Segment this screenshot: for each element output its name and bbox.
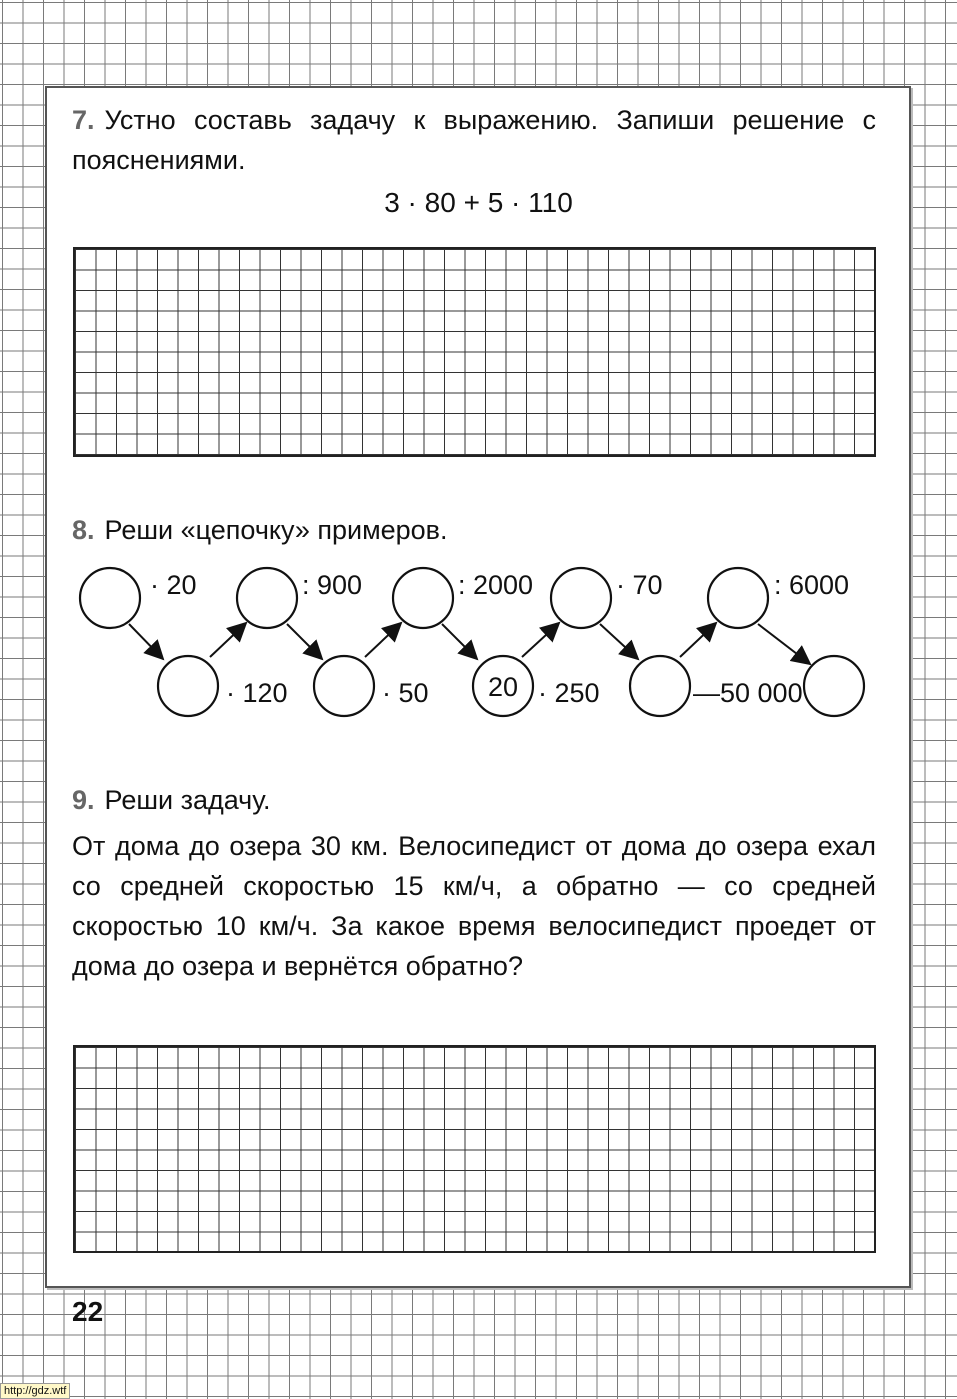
chain-circle-10[interactable]	[804, 656, 864, 716]
chain-arrow	[600, 624, 638, 659]
chain-arrow	[442, 624, 477, 659]
chain-arrow	[129, 624, 163, 659]
task-7-number: 7.	[72, 105, 95, 135]
chain-circle-2[interactable]	[158, 656, 218, 716]
chain-operation: · 120	[226, 678, 288, 708]
task-9-text: От дома до озера 30 км. Велосипедист от дома до озера ехал со средней скоростью 15 км/ч, а обратно — со средней скоростью 10 км/ч. За какое время велосипедист проедет от дома до озера и вернётся обратно?	[72, 831, 876, 981]
chain-arrow	[365, 623, 401, 657]
chain-circle-5[interactable]	[393, 568, 453, 628]
answer-grid-task-7[interactable]	[73, 247, 876, 457]
answer-grid-task-9[interactable]	[73, 1045, 876, 1253]
chain-operation: · 250	[538, 678, 600, 708]
chain-filled-value: 20	[487, 672, 519, 702]
task-8-number: 8.	[72, 515, 95, 545]
chain-operation: · 50	[382, 678, 429, 708]
chain-circle-9[interactable]	[708, 568, 768, 628]
chain-operation: —50 000	[693, 678, 803, 708]
chain-arrow	[522, 623, 559, 657]
watermark-url: http://gdz.wtf	[0, 1383, 70, 1399]
chain-arrow	[680, 623, 716, 657]
chain-diagram	[0, 540, 957, 730]
chain-circle-7[interactable]	[551, 568, 611, 628]
chain-operation: : 900	[302, 570, 363, 600]
chain-operation: · 20	[150, 570, 197, 600]
task-8-text: Реши «цепочку» примеров.	[104, 515, 448, 545]
task-7-expression: 3 · 80 + 5 · 110	[384, 187, 573, 218]
task-7-text: Устно составь задачу к выражению. Запиши решение с пояснениями.	[72, 105, 876, 175]
task-9-number: 9.	[72, 785, 95, 815]
task-9-title: Реши задачу.	[104, 785, 271, 815]
chain-operation: : 2000	[458, 570, 534, 600]
chain-operation: : 6000	[774, 570, 850, 600]
chain-operation: · 70	[616, 570, 663, 600]
chain-circle-3[interactable]	[237, 568, 297, 628]
page-number: 22	[72, 1296, 104, 1327]
task-7	[72, 100, 876, 180]
task-9-title-line	[72, 780, 876, 820]
chain-arrow	[287, 624, 322, 659]
chain-circle-1[interactable]	[80, 568, 140, 628]
chain-arrow	[210, 623, 246, 657]
chain-arrow	[758, 624, 810, 664]
chain-circle-8[interactable]	[630, 656, 690, 716]
chain-circle-4[interactable]	[314, 656, 374, 716]
